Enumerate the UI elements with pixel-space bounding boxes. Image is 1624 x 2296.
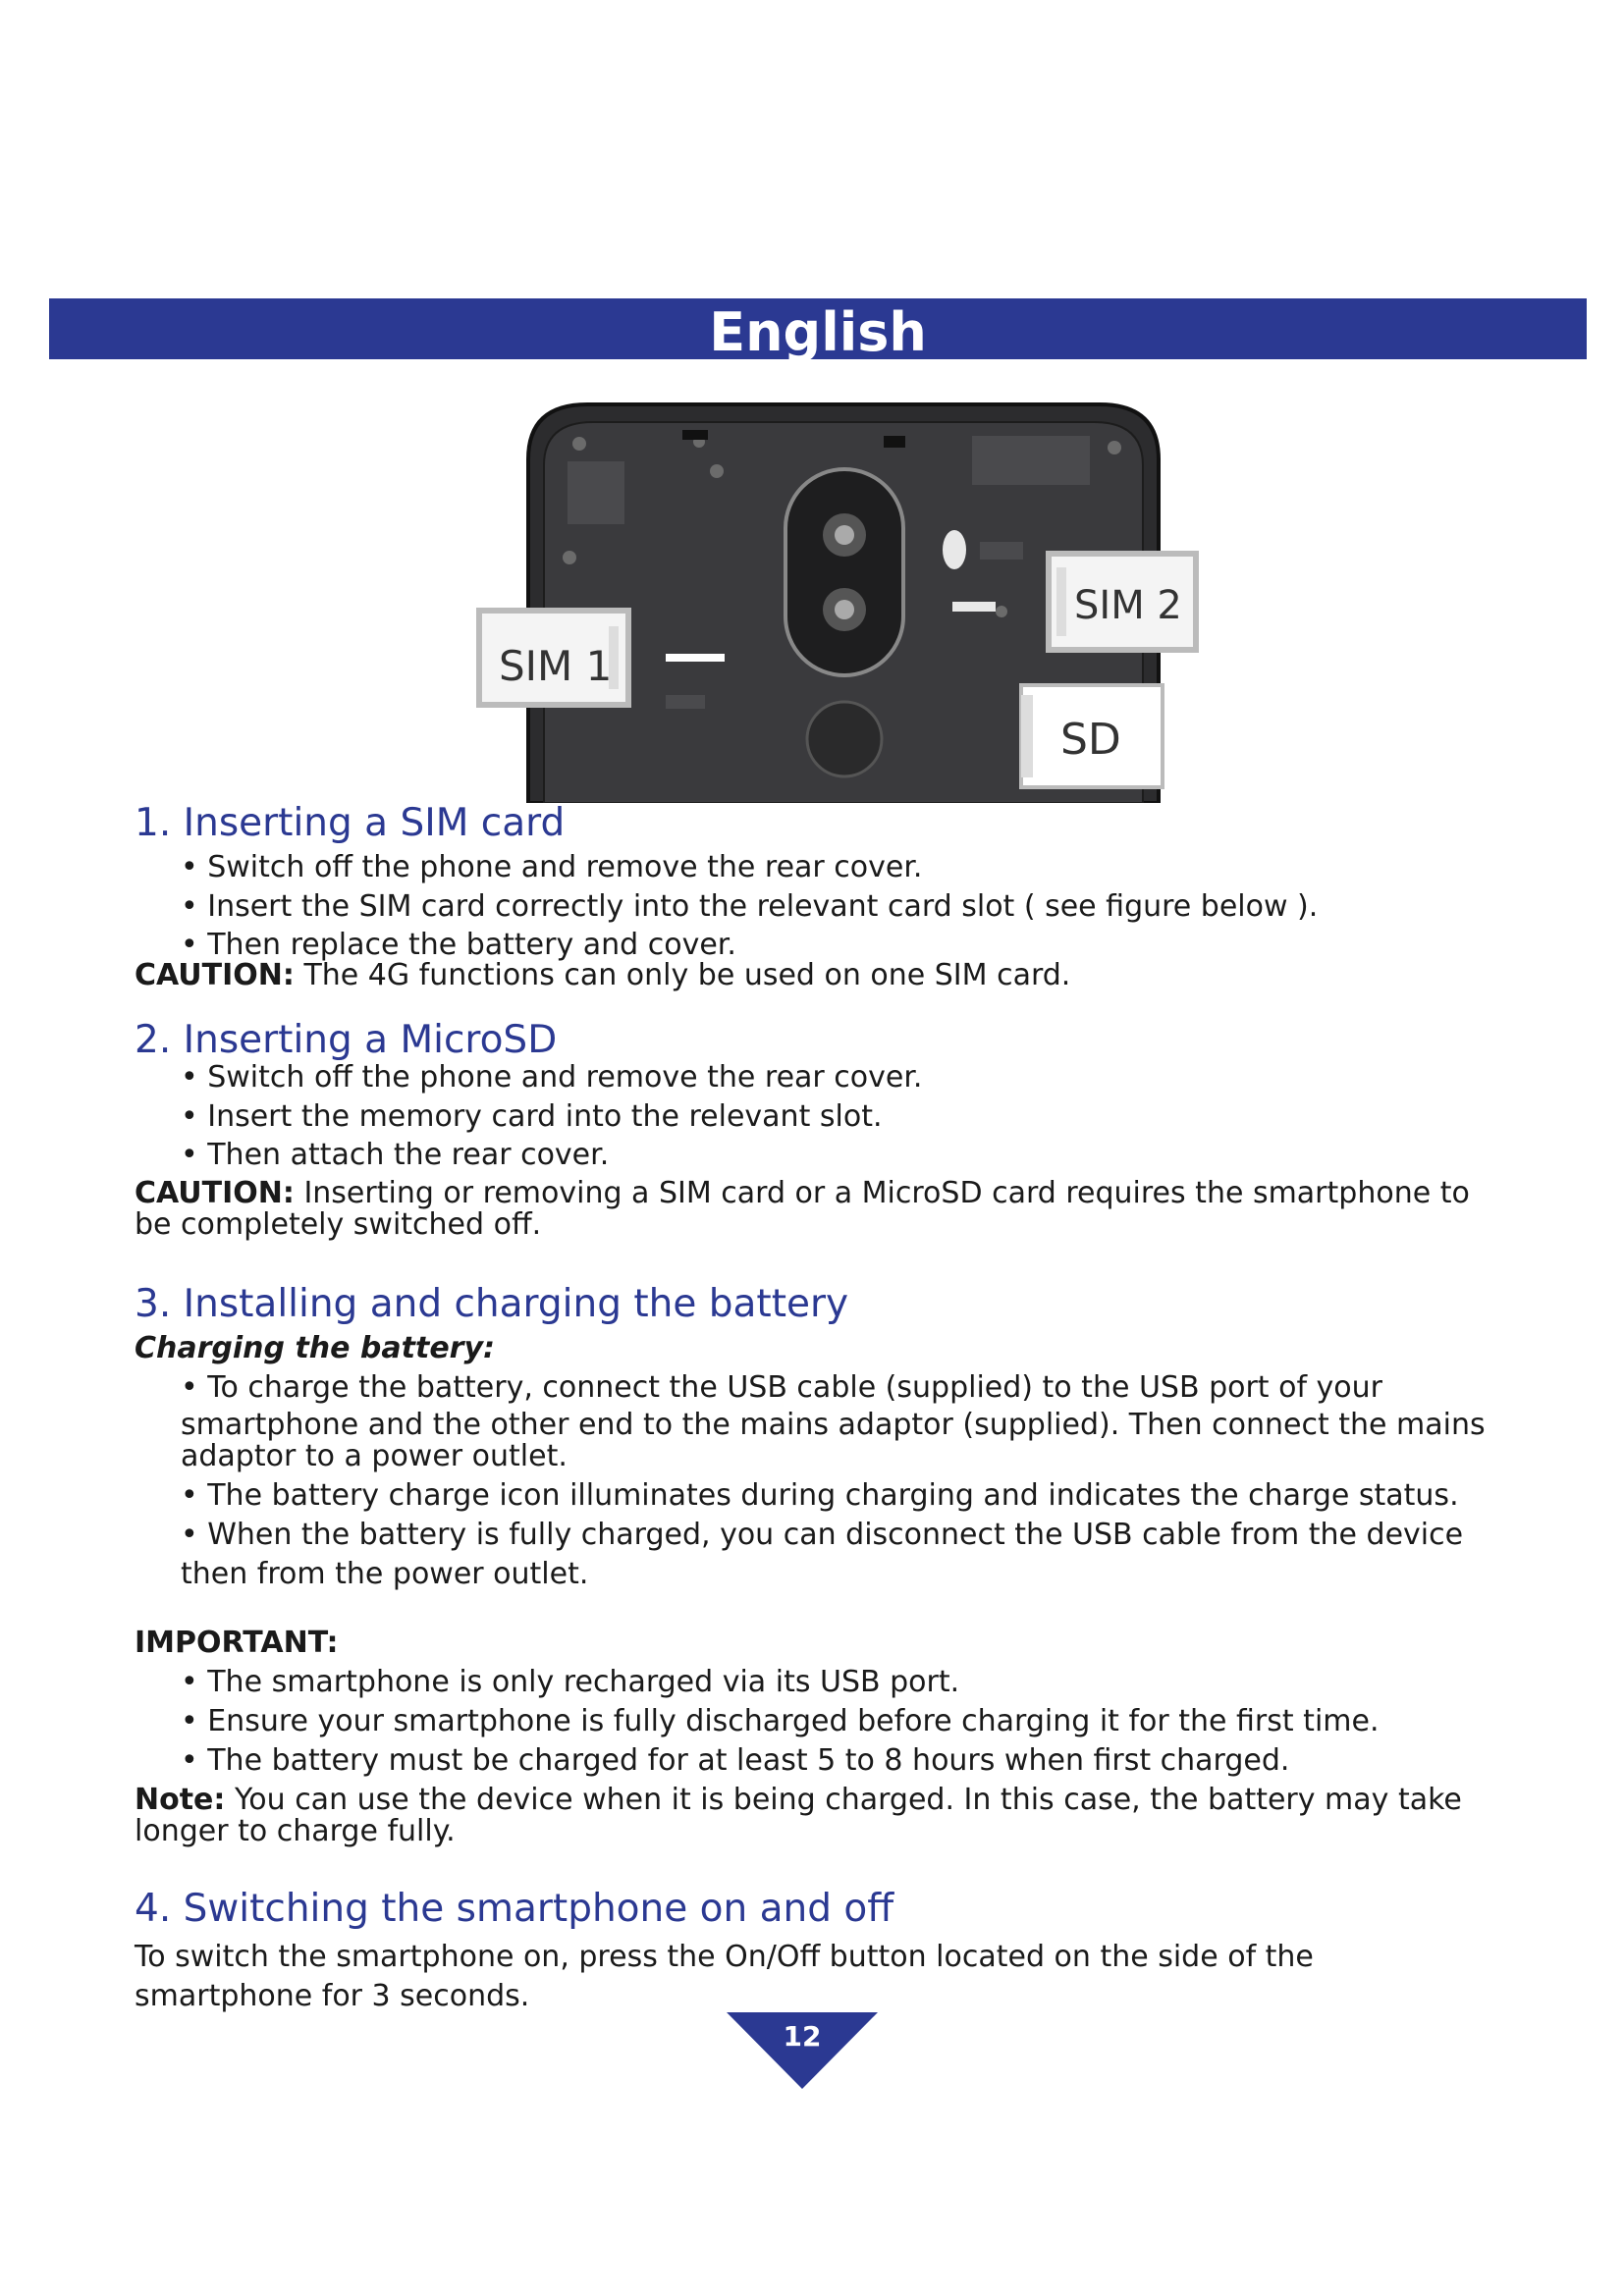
note-text-cont: longer to charge fully.	[135, 1814, 456, 1848]
note-text: You can use the device when it is being charged. In this case, the battery may take	[225, 1783, 1462, 1817]
sd-label: SD	[1060, 715, 1121, 765]
screw	[572, 437, 586, 451]
sim1-label: SIM 1	[499, 642, 613, 690]
list-item: • Switch off the phone and remove the rear cover.	[181, 850, 923, 884]
list-item: • Then replace the battery and cover.	[181, 928, 736, 962]
caution-text: Inserting or removing a SIM card or a MicroSD card requires the smartphone to	[294, 1176, 1470, 1210]
screw	[710, 464, 724, 478]
sd-card	[1021, 685, 1163, 787]
section-3-heading: 3. Installing and charging the battery	[135, 1282, 849, 1326]
screw	[996, 606, 1007, 617]
list-item: • Then attach the rear cover.	[181, 1138, 610, 1172]
list-item: • Ensure your smartphone is fully discharged before charging it for the first time.	[181, 1704, 1380, 1738]
caution-label: CAUTION:	[135, 958, 295, 992]
list-item: • Insert the SIM card correctly into the relevant card slot ( see figure below ).	[181, 889, 1319, 924]
flash	[943, 530, 966, 569]
label-pad	[972, 436, 1090, 485]
page-number-marker	[727, 2012, 878, 2089]
list-item: • The battery charge icon illuminates during charging and indicates the charge status.	[181, 1478, 1459, 1513]
section-4-heading: 4. Switching the smartphone on and off	[135, 1887, 894, 1931]
page-title: English	[709, 301, 927, 363]
caution-text: The 4G functions can only be used on one SIM card.	[294, 958, 1071, 992]
important-label: IMPORTANT:	[135, 1626, 339, 1660]
label-pad	[568, 461, 624, 524]
list-item: • The smartphone is only recharged via its USB port.	[181, 1665, 960, 1699]
list-item-cont: adaptor to a power outlet.	[181, 1439, 568, 1473]
camera-module	[785, 469, 903, 675]
caution-label: CAUTION:	[135, 1176, 295, 1210]
list-item-cont: smartphone and the other end to the mains adaptor (supplied). Then connect the mains	[181, 1408, 1486, 1442]
subheading: Charging the battery:	[135, 1331, 496, 1365]
phone-sim-diagram	[471, 400, 1218, 803]
screw	[563, 551, 576, 564]
list-item-cont: then from the power outlet.	[181, 1557, 589, 1591]
sim1-card	[479, 611, 628, 705]
list-item: • When the battery is fully charged, you can disconnect the USB cable from the device	[181, 1518, 1464, 1552]
caution-note-1	[135, 958, 1070, 992]
connector	[682, 430, 708, 440]
paragraph: To switch the smartphone on, press the On/Off button located on the side of the	[135, 1940, 1314, 1974]
fingerprint-sensor	[807, 702, 882, 776]
sim2-card	[1049, 554, 1196, 650]
section-1-heading: 1. Inserting a SIM card	[135, 801, 566, 845]
language-banner	[49, 298, 1587, 363]
note	[135, 1783, 1462, 1817]
list-item: • Insert the memory card into the relevant slot.	[181, 1099, 883, 1134]
caution-note-2	[135, 1176, 1470, 1210]
note-label: Note:	[135, 1783, 226, 1817]
connector	[884, 436, 905, 448]
sim2-label: SIM 2	[1074, 583, 1182, 628]
caution-text-cont: be completely switched off.	[135, 1207, 542, 1242]
screw	[1108, 441, 1121, 454]
section-2-heading: 2. Inserting a MicroSD	[135, 1018, 558, 1062]
page-number: 12	[783, 2020, 822, 2053]
list-item: • Switch off the phone and remove the rear cover.	[181, 1060, 923, 1095]
list-item: • To charge the battery, connect the USB cable (supplied) to the USB port of your	[181, 1370, 1383, 1405]
list-item: • The battery must be charged for at least 5 to 8 hours when first charged.	[181, 1743, 1290, 1778]
paragraph-cont: smartphone for 3 seconds.	[135, 1979, 530, 2013]
